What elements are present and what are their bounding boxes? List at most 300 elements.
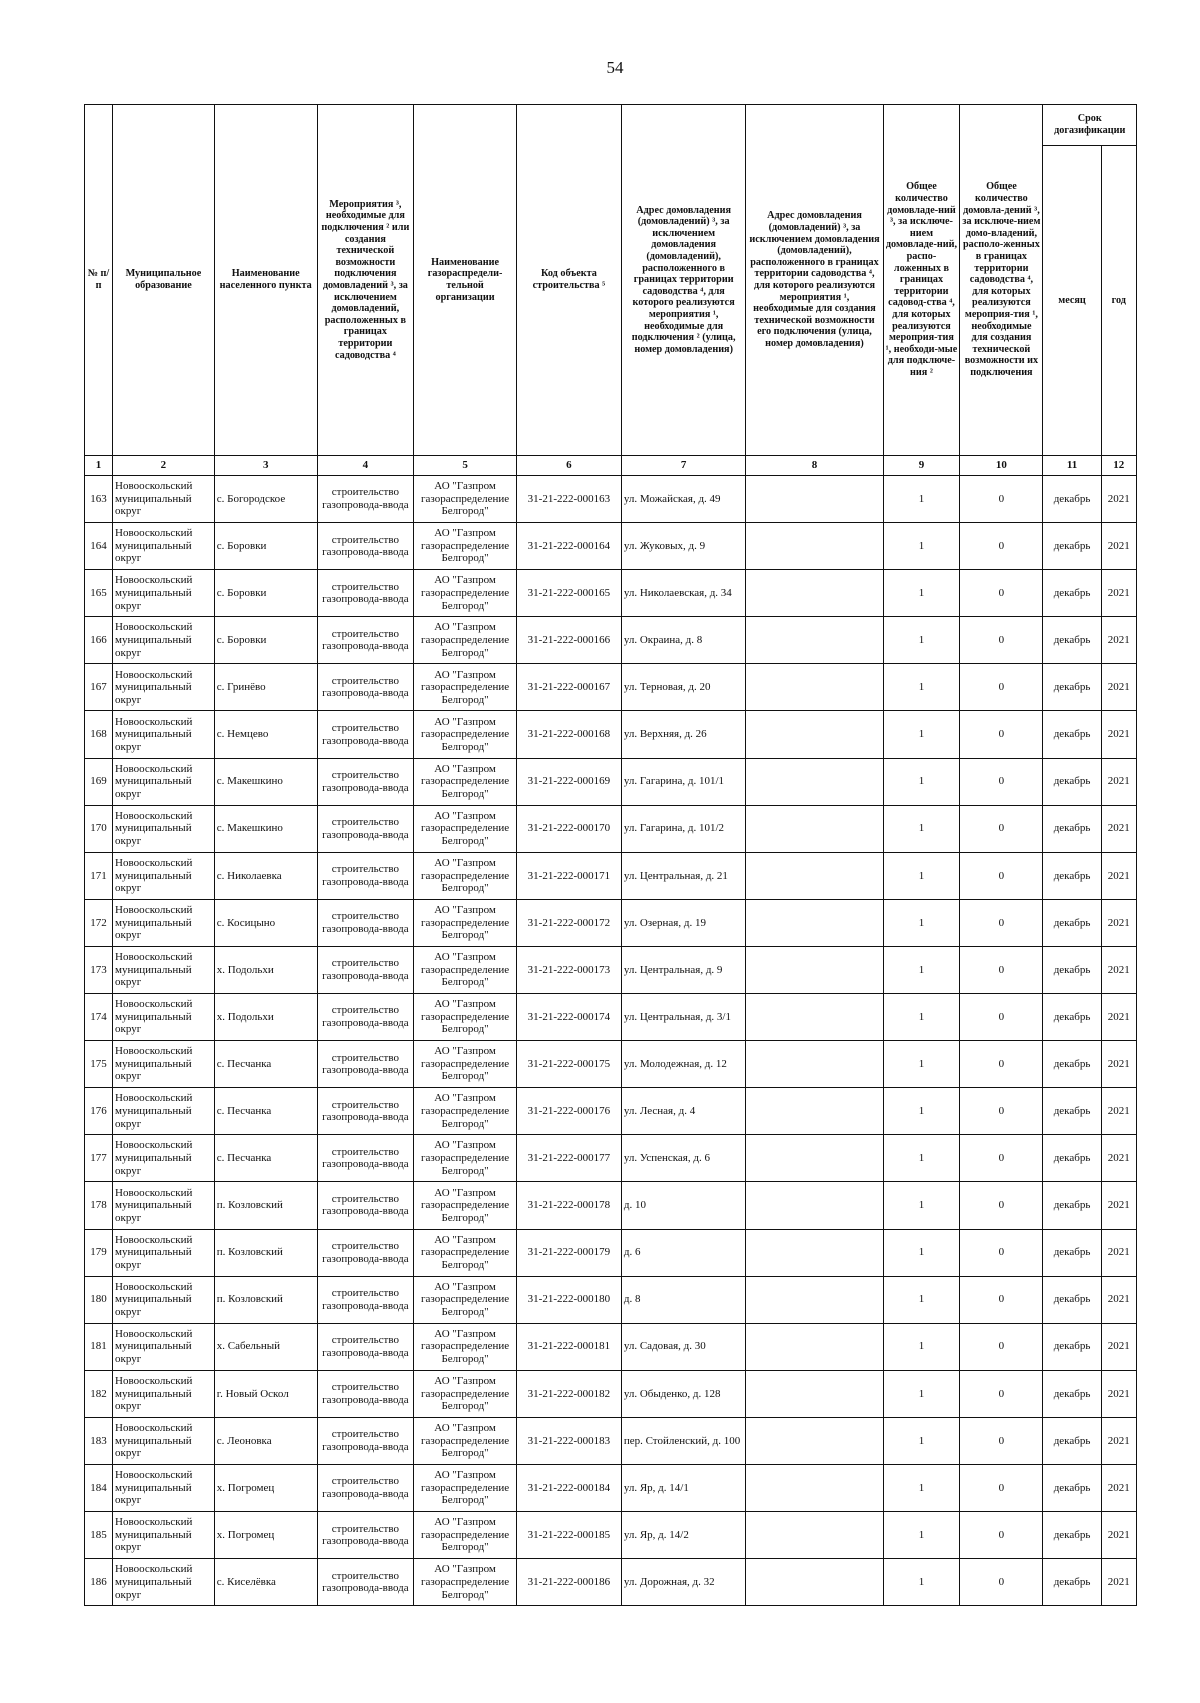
column-numbers-row — [85, 456, 1137, 476]
column-number: 5 — [414, 456, 517, 476]
object-code-cell: 31-21-222-000175 — [516, 1041, 621, 1088]
total-connection-cell: 1 — [883, 994, 960, 1041]
total-capability-cell: 0 — [960, 1182, 1043, 1229]
municipality-cell: Новооскольский муниципальный округ — [113, 758, 215, 805]
header-num: № п/п — [85, 105, 113, 456]
object-code-cell: 31-21-222-000168 — [516, 711, 621, 758]
row-number: 167 — [85, 664, 113, 711]
address-connection-cell: ул. Гагарина, д. 101/2 — [621, 805, 746, 852]
table-row — [85, 994, 1137, 1041]
object-code-cell: 31-21-222-000183 — [516, 1417, 621, 1464]
address-capability-cell — [746, 476, 883, 523]
column-number: 11 — [1043, 456, 1101, 476]
total-connection-cell: 1 — [883, 1182, 960, 1229]
object-code-cell: 31-21-222-000174 — [516, 994, 621, 1041]
address-capability-cell — [746, 1276, 883, 1323]
locality-cell: с. Макешкино — [214, 805, 317, 852]
activity-cell: строительство газопровода-ввода — [317, 617, 414, 664]
municipality-cell: Новооскольский муниципальный округ — [113, 476, 215, 523]
municipality-cell: Новооскольский муниципальный округ — [113, 664, 215, 711]
total-capability-cell: 0 — [960, 1323, 1043, 1370]
month-cell: декабрь — [1043, 711, 1101, 758]
row-number: 174 — [85, 994, 113, 1041]
municipality-cell: Новооскольский муниципальный округ — [113, 1135, 215, 1182]
municipality-cell: Новооскольский муниципальный округ — [113, 1464, 215, 1511]
object-code-cell: 31-21-222-000172 — [516, 899, 621, 946]
row-number: 182 — [85, 1370, 113, 1417]
month-cell: декабрь — [1043, 1512, 1101, 1559]
total-capability-cell: 0 — [960, 617, 1043, 664]
year-cell: 2021 — [1101, 1229, 1136, 1276]
year-cell: 2021 — [1101, 711, 1136, 758]
activity-cell: строительство газопровода-ввода — [317, 1559, 414, 1606]
column-number: 3 — [214, 456, 317, 476]
object-code-cell: 31-21-222-000184 — [516, 1464, 621, 1511]
address-capability-cell — [746, 1464, 883, 1511]
table-row — [85, 1182, 1137, 1229]
column-number: 8 — [746, 456, 883, 476]
address-connection-cell: ул. Гагарина, д. 101/1 — [621, 758, 746, 805]
object-code-cell: 31-21-222-000164 — [516, 523, 621, 570]
total-capability-cell: 0 — [960, 711, 1043, 758]
address-connection-cell: ул. Озерная, д. 19 — [621, 899, 746, 946]
organization-cell: АО "Газпром газораспределение Белгород" — [414, 946, 517, 993]
object-code-cell: 31-21-222-000185 — [516, 1512, 621, 1559]
object-code-cell: 31-21-222-000179 — [516, 1229, 621, 1276]
column-number: 7 — [621, 456, 746, 476]
total-capability-cell: 0 — [960, 852, 1043, 899]
address-capability-cell — [746, 946, 883, 993]
column-number: 2 — [113, 456, 215, 476]
row-number: 166 — [85, 617, 113, 664]
address-connection-cell: ул. Молодежная, д. 12 — [621, 1041, 746, 1088]
organization-cell: АО "Газпром газораспределение Белгород" — [414, 1229, 517, 1276]
month-cell: декабрь — [1043, 617, 1101, 664]
row-number: 173 — [85, 946, 113, 993]
month-cell: декабрь — [1043, 476, 1101, 523]
municipality-cell: Новооскольский муниципальный округ — [113, 1088, 215, 1135]
total-connection-cell: 1 — [883, 1559, 960, 1606]
municipality-cell: Новооскольский муниципальный округ — [113, 994, 215, 1041]
locality-cell: п. Козловский — [214, 1182, 317, 1229]
header-organization: Наименование газораспредели-тельной организации — [414, 105, 517, 456]
municipality-cell: Новооскольский муниципальный округ — [113, 1559, 215, 1606]
organization-cell: АО "Газпром газораспределение Белгород" — [414, 994, 517, 1041]
municipality-cell: Новооскольский муниципальный округ — [113, 1041, 215, 1088]
total-capability-cell: 0 — [960, 1464, 1043, 1511]
row-number: 175 — [85, 1041, 113, 1088]
address-capability-cell — [746, 711, 883, 758]
row-number: 178 — [85, 1182, 113, 1229]
municipality-cell: Новооскольский муниципальный округ — [113, 617, 215, 664]
locality-cell: х. Погромец — [214, 1512, 317, 1559]
row-number: 181 — [85, 1323, 113, 1370]
municipality-cell: Новооскольский муниципальный округ — [113, 1182, 215, 1229]
table-row — [85, 523, 1137, 570]
address-capability-cell — [746, 1370, 883, 1417]
month-cell: декабрь — [1043, 1323, 1101, 1370]
locality-cell: х. Подольхи — [214, 994, 317, 1041]
table-row — [85, 852, 1137, 899]
locality-cell: с. Макешкино — [214, 758, 317, 805]
header-object-code: Код объекта строительства ⁵ — [516, 105, 621, 456]
table-row — [85, 946, 1137, 993]
total-capability-cell: 0 — [960, 523, 1043, 570]
column-number: 4 — [317, 456, 414, 476]
header-municipality: Муниципальное образование — [113, 105, 215, 456]
locality-cell: х. Погромец — [214, 1464, 317, 1511]
address-capability-cell — [746, 664, 883, 711]
total-capability-cell: 0 — [960, 899, 1043, 946]
activity-cell: строительство газопровода-ввода — [317, 1512, 414, 1559]
object-code-cell: 31-21-222-000170 — [516, 805, 621, 852]
organization-cell: АО "Газпром газораспределение Белгород" — [414, 1559, 517, 1606]
table-row — [85, 1417, 1137, 1464]
total-connection-cell: 1 — [883, 1417, 960, 1464]
year-cell: 2021 — [1101, 1041, 1136, 1088]
locality-cell: с. Леоновка — [214, 1417, 317, 1464]
year-cell: 2021 — [1101, 758, 1136, 805]
row-number: 176 — [85, 1088, 113, 1135]
activity-cell: строительство газопровода-ввода — [317, 1370, 414, 1417]
locality-cell: с. Боровки — [214, 570, 317, 617]
total-capability-cell: 0 — [960, 1041, 1043, 1088]
total-capability-cell: 0 — [960, 1135, 1043, 1182]
row-number: 180 — [85, 1276, 113, 1323]
address-capability-cell — [746, 523, 883, 570]
organization-cell: АО "Газпром газораспределение Белгород" — [414, 1417, 517, 1464]
activity-cell: строительство газопровода-ввода — [317, 523, 414, 570]
organization-cell: АО "Газпром газораспределение Белгород" — [414, 805, 517, 852]
table-row — [85, 1276, 1137, 1323]
object-code-cell: 31-21-222-000178 — [516, 1182, 621, 1229]
table-row — [85, 1135, 1137, 1182]
organization-cell: АО "Газпром газораспределение Белгород" — [414, 1512, 517, 1559]
address-capability-cell — [746, 994, 883, 1041]
year-cell: 2021 — [1101, 1276, 1136, 1323]
address-connection-cell: ул. Верхняя, д. 26 — [621, 711, 746, 758]
municipality-cell: Новооскольский муниципальный округ — [113, 570, 215, 617]
total-connection-cell: 1 — [883, 570, 960, 617]
address-capability-cell — [746, 1323, 883, 1370]
organization-cell: АО "Газпром газораспределение Белгород" — [414, 852, 517, 899]
object-code-cell: 31-21-222-000182 — [516, 1370, 621, 1417]
total-capability-cell: 0 — [960, 1559, 1043, 1606]
header-year: год — [1101, 146, 1136, 456]
header-month: месяц — [1043, 146, 1101, 456]
year-cell: 2021 — [1101, 899, 1136, 946]
address-connection-cell: д. 10 — [621, 1182, 746, 1229]
total-connection-cell: 1 — [883, 1135, 960, 1182]
total-capability-cell: 0 — [960, 1417, 1043, 1464]
row-number: 170 — [85, 805, 113, 852]
address-connection-cell: ул. Успенская, д. 6 — [621, 1135, 746, 1182]
table-row — [85, 758, 1137, 805]
column-number: 9 — [883, 456, 960, 476]
total-connection-cell: 1 — [883, 523, 960, 570]
month-cell: декабрь — [1043, 1229, 1101, 1276]
total-capability-cell: 0 — [960, 1512, 1043, 1559]
address-capability-cell — [746, 1512, 883, 1559]
address-connection-cell: ул. Садовая, д. 30 — [621, 1323, 746, 1370]
locality-cell: п. Козловский — [214, 1276, 317, 1323]
object-code-cell: 31-21-222-000181 — [516, 1323, 621, 1370]
municipality-cell: Новооскольский муниципальный округ — [113, 899, 215, 946]
activity-cell: строительство газопровода-ввода — [317, 994, 414, 1041]
header-address-capability: Адрес домовладения (домовладений) ³, за исключением домовладения (домовладений), расположенного в границах территории садоводства ⁴, для которого реализуются мероприятия ¹, необходимые для создания технической возможности его подключения (улица, номер домовладения) — [746, 105, 883, 456]
year-cell: 2021 — [1101, 1512, 1136, 1559]
address-capability-cell — [746, 1041, 883, 1088]
object-code-cell: 31-21-222-000166 — [516, 617, 621, 664]
row-number: 184 — [85, 1464, 113, 1511]
gasification-table — [84, 104, 1137, 1606]
address-capability-cell — [746, 899, 883, 946]
table-row — [85, 711, 1137, 758]
municipality-cell: Новооскольский муниципальный округ — [113, 1229, 215, 1276]
total-connection-cell: 1 — [883, 1229, 960, 1276]
locality-cell: с. Киселёвка — [214, 1559, 317, 1606]
row-number: 168 — [85, 711, 113, 758]
object-code-cell: 31-21-222-000167 — [516, 664, 621, 711]
header-total-connection: Общее количество домовладе-ний ³, за исключе-нием домовладе-ний, распо-ложенных в границах территории садовод-ства ⁴, для которых реализуются мероприя-тия ¹, необходи-мые для подключе-ния ² — [883, 105, 960, 456]
municipality-cell: Новооскольский муниципальный округ — [113, 1276, 215, 1323]
activity-cell: строительство газопровода-ввода — [317, 664, 414, 711]
total-capability-cell: 0 — [960, 1229, 1043, 1276]
municipality-cell: Новооскольский муниципальный округ — [113, 523, 215, 570]
row-number: 171 — [85, 852, 113, 899]
locality-cell: с. Гринёво — [214, 664, 317, 711]
table-row — [85, 899, 1137, 946]
year-cell: 2021 — [1101, 852, 1136, 899]
total-capability-cell: 0 — [960, 476, 1043, 523]
total-capability-cell: 0 — [960, 994, 1043, 1041]
organization-cell: АО "Газпром газораспределение Белгород" — [414, 1323, 517, 1370]
municipality-cell: Новооскольский муниципальный округ — [113, 1417, 215, 1464]
organization-cell: АО "Газпром газораспределение Белгород" — [414, 711, 517, 758]
row-number: 186 — [85, 1559, 113, 1606]
month-cell: декабрь — [1043, 1276, 1101, 1323]
total-connection-cell: 1 — [883, 1323, 960, 1370]
table-row — [85, 617, 1137, 664]
table-row — [85, 1559, 1137, 1606]
object-code-cell: 31-21-222-000173 — [516, 946, 621, 993]
month-cell: декабрь — [1043, 1182, 1101, 1229]
month-cell: декабрь — [1043, 1135, 1101, 1182]
activity-cell: строительство газопровода-ввода — [317, 805, 414, 852]
activity-cell: строительство газопровода-ввода — [317, 1088, 414, 1135]
year-cell: 2021 — [1101, 1559, 1136, 1606]
total-connection-cell: 1 — [883, 805, 960, 852]
object-code-cell: 31-21-222-000171 — [516, 852, 621, 899]
address-connection-cell: ул. Центральная, д. 9 — [621, 946, 746, 993]
address-connection-cell: д. 8 — [621, 1276, 746, 1323]
total-capability-cell: 0 — [960, 1370, 1043, 1417]
municipality-cell: Новооскольский муниципальный округ — [113, 1512, 215, 1559]
locality-cell: г. Новый Оскол — [214, 1370, 317, 1417]
year-cell: 2021 — [1101, 1370, 1136, 1417]
locality-cell: х. Подольхи — [214, 946, 317, 993]
row-number: 164 — [85, 523, 113, 570]
organization-cell: АО "Газпром газораспределение Белгород" — [414, 899, 517, 946]
table-header — [85, 105, 1137, 476]
address-capability-cell — [746, 1417, 883, 1464]
organization-cell: АО "Газпром газораспределение Белгород" — [414, 1135, 517, 1182]
total-capability-cell: 0 — [960, 805, 1043, 852]
locality-cell: с. Косицыно — [214, 899, 317, 946]
month-cell: декабрь — [1043, 570, 1101, 617]
total-capability-cell: 0 — [960, 1088, 1043, 1135]
activity-cell: строительство газопровода-ввода — [317, 899, 414, 946]
year-cell: 2021 — [1101, 946, 1136, 993]
locality-cell: с. Немцево — [214, 711, 317, 758]
table-row — [85, 1041, 1137, 1088]
activity-cell: строительство газопровода-ввода — [317, 1417, 414, 1464]
month-cell: декабрь — [1043, 899, 1101, 946]
municipality-cell: Новооскольский муниципальный округ — [113, 852, 215, 899]
municipality-cell: Новооскольский муниципальный округ — [113, 1323, 215, 1370]
month-cell: декабрь — [1043, 1088, 1101, 1135]
address-connection-cell: ул. Можайская, д. 49 — [621, 476, 746, 523]
object-code-cell: 31-21-222-000180 — [516, 1276, 621, 1323]
organization-cell: АО "Газпром газораспределение Белгород" — [414, 476, 517, 523]
year-cell: 2021 — [1101, 1323, 1136, 1370]
year-cell: 2021 — [1101, 523, 1136, 570]
header-total-capability: Общее количество домовла-дений ³, за исключе-нием домо-владений, располо-женных в границах территории садоводства ⁴, для которых реализуются мероприя-тия ¹, необходимые для создания технической возможности их подключения — [960, 105, 1043, 456]
address-connection-cell: ул. Центральная, д. 21 — [621, 852, 746, 899]
column-number: 12 — [1101, 456, 1136, 476]
organization-cell: АО "Газпром газораспределение Белгород" — [414, 1182, 517, 1229]
table-row — [85, 805, 1137, 852]
locality-cell: с. Боровки — [214, 523, 317, 570]
locality-cell: п. Козловский — [214, 1229, 317, 1276]
total-capability-cell: 0 — [960, 1276, 1043, 1323]
activity-cell: строительство газопровода-ввода — [317, 1464, 414, 1511]
address-capability-cell — [746, 1229, 883, 1276]
row-number: 165 — [85, 570, 113, 617]
total-capability-cell: 0 — [960, 946, 1043, 993]
header-activities: Мероприятия ³, необходимые для подключения ² или создания технической возможности подключения домовладений ³, за исключением домовладений, расположенных в границах территории садоводства ⁴ — [317, 105, 414, 456]
municipality-cell: Новооскольский муниципальный округ — [113, 946, 215, 993]
locality-cell: х. Сабельный — [214, 1323, 317, 1370]
month-cell: декабрь — [1043, 805, 1101, 852]
organization-cell: АО "Газпром газораспределение Белгород" — [414, 758, 517, 805]
column-number: 10 — [960, 456, 1043, 476]
total-connection-cell: 1 — [883, 1512, 960, 1559]
address-capability-cell — [746, 570, 883, 617]
address-capability-cell — [746, 805, 883, 852]
organization-cell: АО "Газпром газораспределение Белгород" — [414, 523, 517, 570]
total-connection-cell: 1 — [883, 899, 960, 946]
address-connection-cell: ул. Окраина, д. 8 — [621, 617, 746, 664]
total-capability-cell: 0 — [960, 664, 1043, 711]
total-connection-cell: 1 — [883, 758, 960, 805]
year-cell: 2021 — [1101, 994, 1136, 1041]
total-capability-cell: 0 — [960, 758, 1043, 805]
table-row — [85, 664, 1137, 711]
year-cell: 2021 — [1101, 805, 1136, 852]
address-connection-cell: д. 6 — [621, 1229, 746, 1276]
object-code-cell: 31-21-222-000177 — [516, 1135, 621, 1182]
address-connection-cell: ул. Дорожная, д. 32 — [621, 1559, 746, 1606]
activity-cell: строительство газопровода-ввода — [317, 1323, 414, 1370]
locality-cell: с. Боровки — [214, 617, 317, 664]
year-cell: 2021 — [1101, 476, 1136, 523]
activity-cell: строительство газопровода-ввода — [317, 476, 414, 523]
activity-cell: строительство газопровода-ввода — [317, 758, 414, 805]
table-row — [85, 570, 1137, 617]
organization-cell: АО "Газпром газораспределение Белгород" — [414, 1370, 517, 1417]
address-capability-cell — [746, 1182, 883, 1229]
total-connection-cell: 1 — [883, 1088, 960, 1135]
locality-cell: с. Песчанка — [214, 1041, 317, 1088]
object-code-cell: 31-21-222-000176 — [516, 1088, 621, 1135]
total-connection-cell: 1 — [883, 476, 960, 523]
activity-cell: строительство газопровода-ввода — [317, 946, 414, 993]
header-address-connection: Адрес домовладения (домовладений) ³, за исключением домовладения (домовладений), расположенного в границах территории садоводства ⁴, для которого реализуются мероприятия ¹, необходимые для подключения ² (улица, номер домовладения) — [621, 105, 746, 456]
locality-cell: с. Николаевка — [214, 852, 317, 899]
year-cell: 2021 — [1101, 1417, 1136, 1464]
object-code-cell: 31-21-222-000169 — [516, 758, 621, 805]
total-connection-cell: 1 — [883, 1041, 960, 1088]
row-number: 179 — [85, 1229, 113, 1276]
object-code-cell: 31-21-222-000165 — [516, 570, 621, 617]
total-connection-cell: 1 — [883, 1464, 960, 1511]
page-number: 54 — [606, 58, 624, 77]
activity-cell: строительство газопровода-ввода — [317, 1135, 414, 1182]
organization-cell: АО "Газпром газораспределение Белгород" — [414, 1276, 517, 1323]
table-row — [85, 476, 1137, 523]
object-code-cell: 31-21-222-000186 — [516, 1559, 621, 1606]
organization-cell: АО "Газпром газораспределение Белгород" — [414, 1041, 517, 1088]
month-cell: декабрь — [1043, 946, 1101, 993]
month-cell: декабрь — [1043, 1559, 1101, 1606]
activity-cell: строительство газопровода-ввода — [317, 711, 414, 758]
row-number: 177 — [85, 1135, 113, 1182]
address-connection-cell: ул. Яр, д. 14/1 — [621, 1464, 746, 1511]
total-connection-cell: 1 — [883, 711, 960, 758]
address-capability-cell — [746, 1135, 883, 1182]
row-number: 172 — [85, 899, 113, 946]
address-connection-cell: ул. Обыденко, д. 128 — [621, 1370, 746, 1417]
address-connection-cell: ул. Яр, д. 14/2 — [621, 1512, 746, 1559]
address-connection-cell: ул. Жуковых, д. 9 — [621, 523, 746, 570]
municipality-cell: Новооскольский муниципальный округ — [113, 1370, 215, 1417]
year-cell: 2021 — [1101, 1464, 1136, 1511]
month-cell: декабрь — [1043, 994, 1101, 1041]
address-connection-cell: ул. Терновая, д. 20 — [621, 664, 746, 711]
month-cell: декабрь — [1043, 1041, 1101, 1088]
table-body — [85, 476, 1137, 1606]
address-connection-cell: ул. Лесная, д. 4 — [621, 1088, 746, 1135]
municipality-cell: Новооскольский муниципальный округ — [113, 711, 215, 758]
row-number: 169 — [85, 758, 113, 805]
address-capability-cell — [746, 758, 883, 805]
total-connection-cell: 1 — [883, 852, 960, 899]
table-row — [85, 1229, 1137, 1276]
table-row — [85, 1512, 1137, 1559]
table-row — [85, 1088, 1137, 1135]
activity-cell: строительство газопровода-ввода — [317, 1276, 414, 1323]
year-cell: 2021 — [1101, 1088, 1136, 1135]
year-cell: 2021 — [1101, 1135, 1136, 1182]
address-connection-cell: пер. Стойленский, д. 100 — [621, 1417, 746, 1464]
locality-cell: с. Песчанка — [214, 1088, 317, 1135]
column-number: 1 — [85, 456, 113, 476]
organization-cell: АО "Газпром газораспределение Белгород" — [414, 570, 517, 617]
year-cell: 2021 — [1101, 1182, 1136, 1229]
year-cell: 2021 — [1101, 664, 1136, 711]
object-code-cell: 31-21-222-000163 — [516, 476, 621, 523]
